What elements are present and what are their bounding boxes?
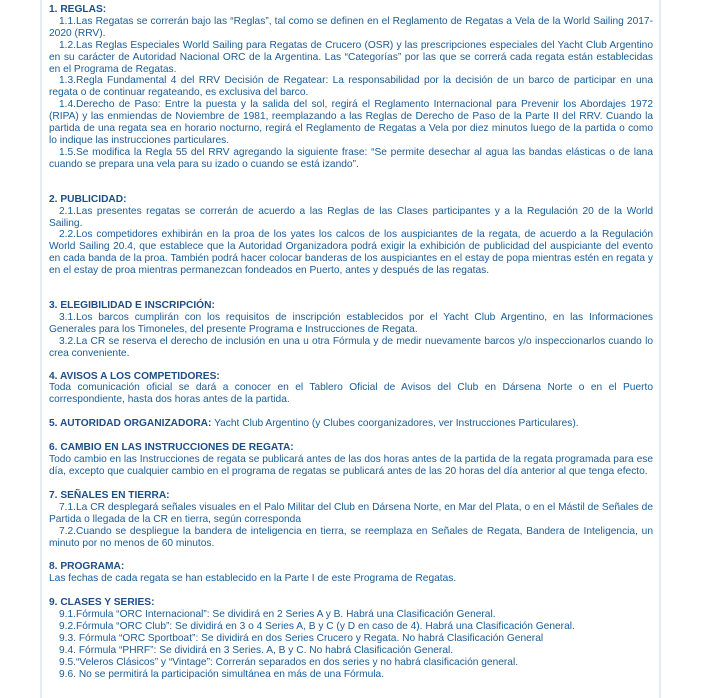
section-programa bbox=[49, 561, 653, 585]
section-body: Yacht Club Argentino (y Clubes coorganizadores, ver Instrucciones Particulares). bbox=[211, 418, 579, 430]
rule-item: 9.3. Fórmula “ORC Sportboat”: Se dividirá en dos Series Crucero y Regata. No habrá Clasificación General bbox=[59, 632, 544, 644]
rule-item: 9.4. Fórmula “PHRF”: Se dividirá en 3 Series. A, B y C. No habrá Clasificación General. bbox=[59, 644, 454, 656]
rule-item: 1.2.Las Reglas Especiales World Sailing para Regatas de Crucero (OSR) y las prescripciones especiales del Yacht Club Argentino en su carácter de Autoridad Nacional ORC de la Argentina. Las “Categorías” por las que se correrá cada regata están establecidas en el Programa de Regatas. bbox=[49, 39, 653, 75]
rule-item: 3.1.Los barcos cumplirán con los requisitos de inscripción establecidos por el Yacht Club Argentino, en las Informaciones Generales para los Timoneles, del presente Programa e Instrucciones de Regata. bbox=[49, 311, 653, 335]
section-body: Toda comunicación oficial se dará a conocer en el Tablero Oficial de Avisos del Club en Dársena Norte o en el Puerto correspondiente, hasta dos horas antes de la partida. bbox=[49, 382, 653, 406]
section-heading: 1. REGLAS: bbox=[49, 4, 107, 15]
rule-item: 2.2.Los competidores exhibirán en la proa de los yates los calcos de los auspiciantes de la regata, de acuerdo a la Regulación World Sailing 20.4, que establece que la Autoridad Organizadora podrá exigir la exhibición de publicidad del auspiciante del evento en cada banda de la proa. También podrá hacer colocar banderas de los auspiciantes en el estay de popa mientras estén en regata y en el estay de proa mientras permanezcan fondeados en Puerto, antes y después de las regatas. bbox=[49, 229, 653, 277]
rule-item: 2.1.Las presentes regatas se correrán de acuerdo a las Reglas de las Clases participantes y a la Regulación 20 de la World Sailing. bbox=[49, 205, 653, 229]
rule-item: 7.1.La CR desplegará señales visuales en el Palo Militar del Club en Dársena Norte, en Mar del Plata, o en el Mástil de Señales de Partida o llegada de la CR en tierra, según corresponda bbox=[49, 501, 653, 525]
rule-item: 1.1.Las Regatas se correrán bajo las “Reglas”, tal como se definen en el Reglamento de Regatas a Vela de la World Sailing 2017-2020 (RRV). bbox=[49, 15, 653, 39]
rule-item: 7.2.Cuando se despliegue la bandera de inteligencia en tierra, se reemplaza en Señales de Regata, Bandera de Inteligencia, un minuto por no menos de 60 minutos. bbox=[49, 525, 653, 549]
rule-item: 9.2.Fórmula “ORC Club”: Se dividirá en 3 o 4 Series A, B y C (y D en caso de 4). Habrá una Clasificación General. bbox=[59, 621, 575, 633]
section-heading: 4. AVISOS A LOS COMPETIDORES: bbox=[49, 370, 220, 382]
section-heading: 5. AUTORIDAD ORGANIZADORA: bbox=[49, 418, 212, 430]
section-autoridad bbox=[49, 418, 653, 430]
section-heading: 6. CAMBIO EN LAS INSTRUCCIONES DE REGATA: bbox=[49, 442, 294, 454]
section-heading: 3. ELEGIBILIDAD E INSCRIPCIÓN: bbox=[49, 300, 215, 312]
section-heading: 2. PUBLICIDAD: bbox=[49, 193, 127, 205]
rule-item: 1.4.Derecho de Paso: Entre la puesta y la salida del sol, regirá el Reglamento Internacional para Prevenir los Abordajes 1972 (RIPA) y las enmiendas de Noviembre de 1981, reemplazando a las Reglas de Derecho de Paso de la Parte II del RRV. Cuando la partida de una regata sea en horario nocturno, regirá el Reglamento de Regatas a Vela por diez minutos luego de la partida o como lo indique las instrucciones particulares. bbox=[49, 99, 653, 146]
regulations-document bbox=[49, 4, 653, 681]
section-heading: 8. PROGRAMA: bbox=[49, 561, 125, 573]
section-body: Las fechas de cada regata se han establecido en la Parte I de este Programa de Regatas. bbox=[49, 573, 457, 585]
rule-item: 1.5.Se modifica la Regla 55 del RRV agregando la siguiente frase: “Se permite desechar al agua las bandas elásticas o de lana cuando se prepara una vela para su izado o cuando se está izando”. bbox=[49, 146, 653, 170]
section-heading: 7. SEÑALES EN TIERRA: bbox=[49, 489, 170, 501]
rule-item: 9.6. No se permitirá la participación simultánea en más de una Fórmula. bbox=[59, 668, 385, 680]
section-elegibilidad bbox=[49, 300, 653, 360]
rule-item: 9.1.Fórmula “ORC Internacional”: Se dividirá en 2 Series A y B. Habrá una Clasificación General. bbox=[59, 609, 496, 621]
section-avisos bbox=[49, 371, 653, 407]
section-publicidad bbox=[49, 194, 653, 277]
section-senales-tierra bbox=[49, 490, 653, 550]
rule-item: 9.5.“Veleros Clásicos” y “Vintage”: Correrán separados en dos series y no habrá clasificación general. bbox=[59, 656, 519, 668]
section-heading: 9. CLASES Y SERIES: bbox=[49, 597, 155, 609]
rule-item: 1.3.Regla Fundamental 4 del RRV Decisión de Regatear: La responsabilidad por la decisión de un barco de participar en una regata o de continuar regateando, es exclusiva del barco. bbox=[49, 75, 653, 99]
section-body: Todo cambio en las Instrucciones de regata se publicará antes de las dos horas antes de la partida de la regata programada para ese día, excepto que cualquier cambio en el programa de regatas se publicará antes de las 20 horas del día anterior al que tenga efecto. bbox=[49, 454, 653, 477]
section-clases-series bbox=[49, 597, 653, 680]
rule-item: 3.2.La CR se reserva el derecho de inclusión en una u otra Fórmula y de medir nuevamente barcos y/o inspeccionarlos cuando lo crea conveniente. bbox=[49, 335, 653, 359]
section-cambio-instrucciones bbox=[49, 442, 653, 478]
section-reglas bbox=[49, 4, 653, 171]
